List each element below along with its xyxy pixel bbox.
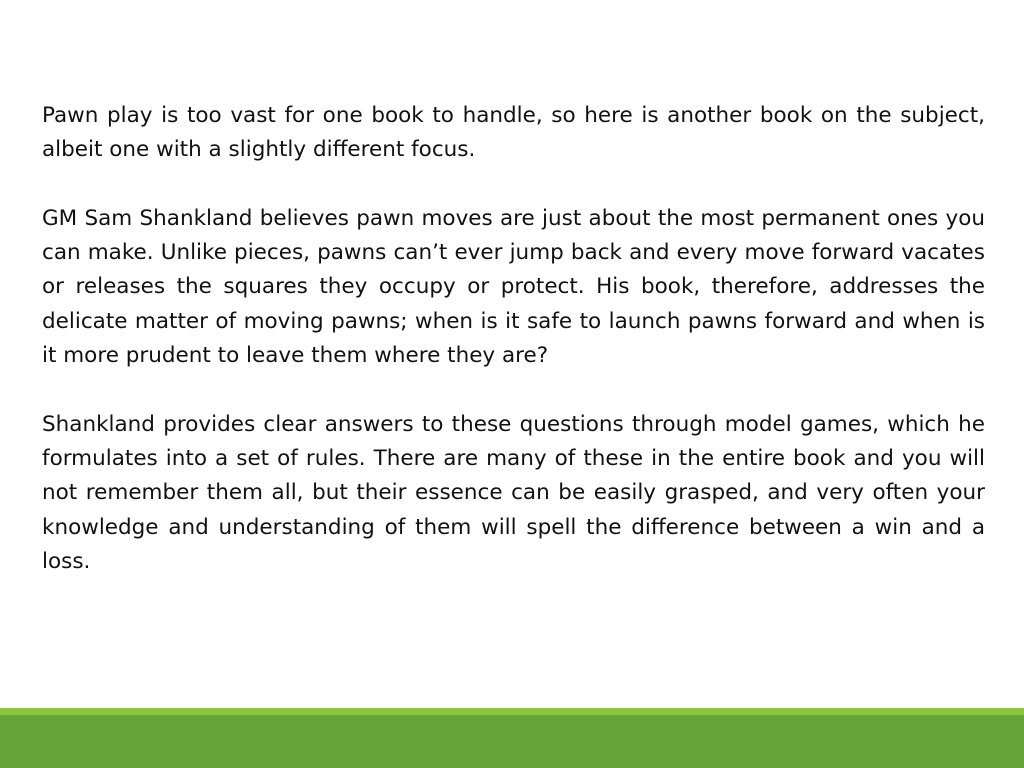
paragraph-intro: Pawn play is too vast for one book to handle, so here is another book on the subject, albeit one with a slightly different focus. — [42, 103, 985, 163]
paragraph-shankland-belief: GM Sam Shankland believes pawn moves are just about the most permanent ones you can make. Unlike pieces, pawns can’t ever jump back and every move forward vacates or releases the squares they occupy or protect. His book, therefore, addresses the delicate matter of moving pawns; when is it safe to launch pawns forward and when is it more prudent to leave them where they are? — [42, 205, 985, 369]
footer-band — [0, 715, 1024, 768]
footer-accent-stripe — [0, 708, 1024, 715]
text-body — [42, 99, 985, 579]
paragraph-model-games: Shankland provides clear answers to these questions through model games, which he formulates into a set of rules. There are many of these in the entire book and you will not remember them all, but their essence can be easily grasped, and very often your knowledge and understanding of them will spell the difference between a win and a loss. — [42, 411, 985, 574]
